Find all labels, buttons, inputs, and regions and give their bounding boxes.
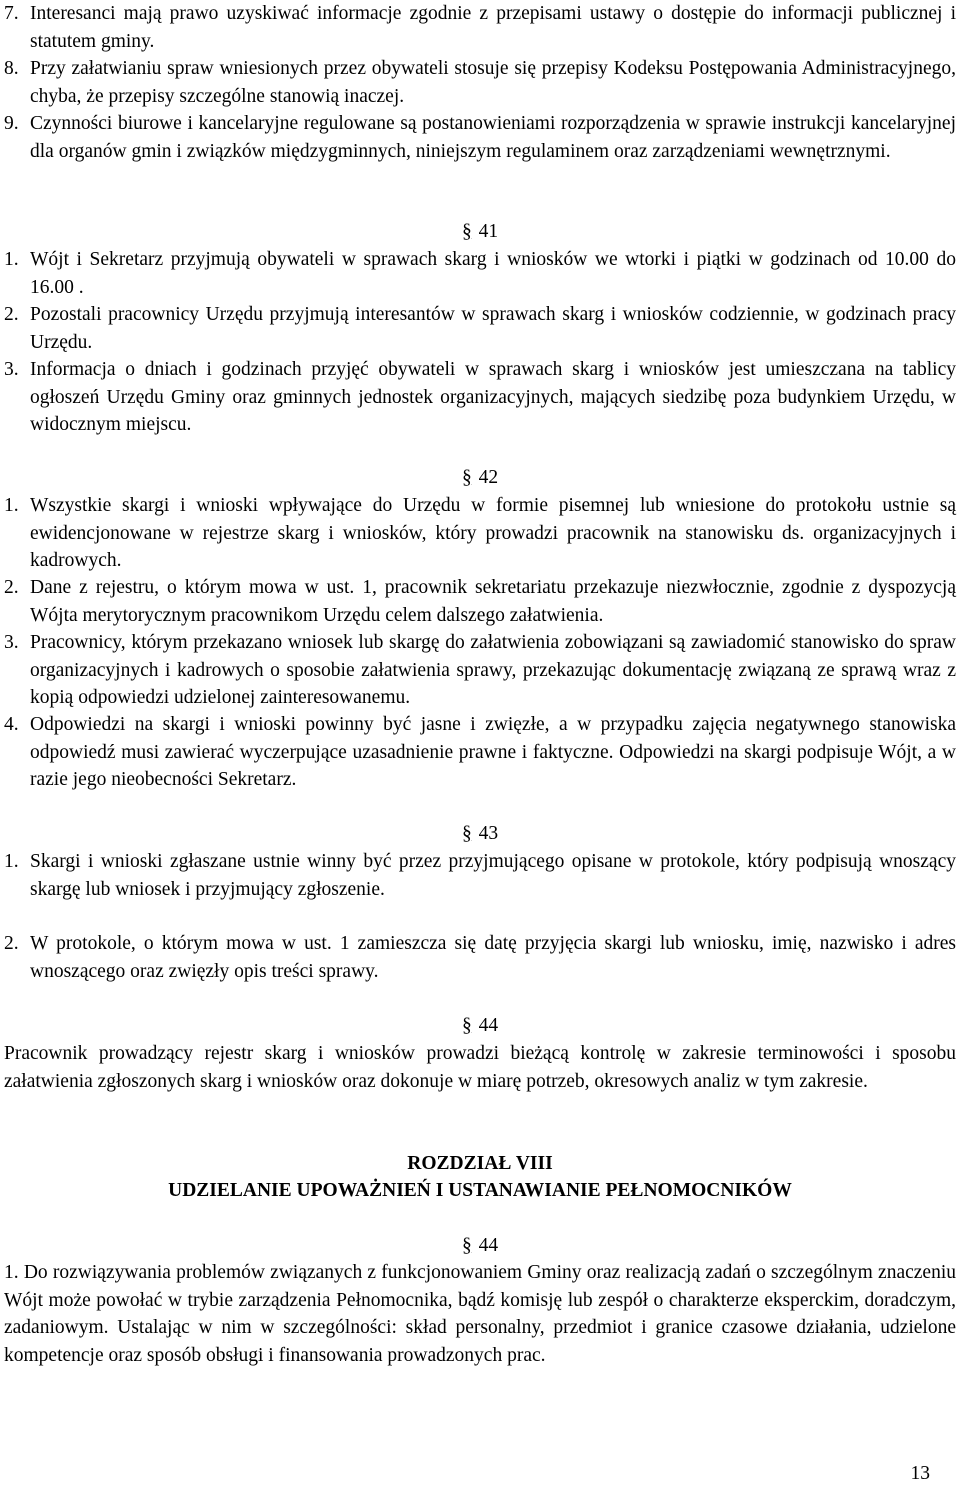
item-number: 1.: [4, 851, 19, 872]
section-symbol: §: [461, 221, 472, 242]
item-number: 2.: [4, 304, 19, 325]
s43-item-1: [4, 848, 956, 903]
item-text: Skargi i wnioski zgłaszane ustnie winny być przez przyjmującego opisane w protokole, który podpisują wnoszący skargę lub wniosek i przyjmujący zgłoszenie.: [30, 851, 956, 900]
item-number: 1.: [4, 249, 19, 270]
paragraph-item-9: [4, 110, 956, 165]
s42-item-1: [4, 492, 956, 575]
s42-item-3: [4, 629, 956, 712]
item-number: 1.: [4, 495, 19, 516]
section-symbol: §: [461, 1015, 472, 1036]
s41-item-1: [4, 246, 956, 301]
section-symbol: §: [461, 467, 472, 488]
item-text: Przy załatwianiu spraw wniesionych przez obywateli stosuje się przepisy Kodeksu Postępowania Administracyjnego, chyba, że przepisy szczególne stanowią inaczej.: [30, 58, 956, 107]
chapter-title: ROZDZIAŁ VIII: [407, 1153, 553, 1174]
s43-item-2: [4, 930, 956, 985]
item-text: Interesanci mają prawo uzyskiwać informacje zgodnie z przepisami ustawy o dostępie do informacji publicznej i statutem gminy.: [30, 3, 956, 52]
item-text: Czynności biurowe i kancelaryjne regulowane są postanowieniami rozporządzenia w sprawie instrukcji kancelaryjnej dla organów gmin i związków międzygminnych, niniejszym regulaminem oraz zarządzeniami wewnętrznymi.: [30, 113, 956, 162]
s41-item-2: [4, 301, 956, 356]
section-symbol: §: [461, 1235, 472, 1256]
section-heading-44-b: [0, 1232, 960, 1260]
item-number: 7.: [4, 3, 19, 24]
page-number: 13: [910, 1463, 930, 1484]
section-heading-42: [0, 464, 960, 492]
item-text: W protokole, o którym mowa w ust. 1 zamieszcza się datę przyjęcia skargi lub wniosku, imię, nazwisko i adres wnoszącego oraz zwięzły opis treści sprawy.: [30, 933, 956, 982]
section-number: 43: [478, 823, 499, 844]
section-number: 44: [478, 1015, 499, 1036]
item-text: Pozostali pracownicy Urzędu przyjmują interesantów w sprawach skarg i wniosków codziennie, w godzinach pracy Urzędu.: [30, 304, 956, 353]
item-text: Wszystkie skargi i wnioski wpływające do Urzędu w formie pisemnej lub wniesione do protokołu ustnie są ewidencjonowane w rejestrze skarg i wniosków, który prowadzi pracownik na stanowisku ds. organizacyjnych i kadrowych.: [30, 495, 956, 571]
s44-paragraph: Pracownik prowadzący rejestr skarg i wniosków prowadzi bieżącą kontrolę w zakresie terminowości i sposobu załatwienia zgłoszonych skarg i wniosków oraz dokonuje w miarę potrzeb, okresowych analiz w tym zakresie.: [4, 1043, 956, 1092]
item-number: 9.: [4, 113, 19, 134]
item-number: 3.: [4, 359, 19, 380]
section-number: 44: [478, 1235, 499, 1256]
item-text: Pracownicy, którym przekazano wniosek lub skargę do załatwienia zobowiązani są zawiadomić stanowisko do spraw organizacyjnych i kadrowych o sposobie załatwienia sprawy, przekazując dokumentację związaną ze sprawą wraz z kopią odpowiedzi udzielonej zainteresowanemu.: [30, 632, 956, 708]
s41-item-3: [4, 356, 956, 439]
item-number: 4.: [4, 714, 19, 735]
s42-item-2: [4, 574, 956, 629]
section-number: 42: [478, 467, 499, 488]
paragraph-item-7: [4, 0, 956, 55]
section-number: 41: [478, 221, 499, 242]
item-number: 8.: [4, 58, 19, 79]
section-heading-44: [0, 1012, 960, 1040]
paragraph-item-8: [4, 55, 956, 110]
item-text: Odpowiedzi na skargi i wnioski powinny być jasne i zwięzłe, a w przypadku zajęcia negatywnego stanowiska odpowiedź musi zawierać wyczerpujące uzasadnienie prawne i faktyczne. Odpowiedzi na skargi podpisuje Wójt, a w razie jego nieobecności Sekretarz.: [30, 714, 956, 790]
section-heading-41: [0, 218, 960, 246]
item-text: Dane z rejestru, o którym mowa w ust. 1, pracownik sekretariatu przekazuje niezwłocznie, zgodnie z dyspozycją Wójta merytorycznym pracownikom Urzędu celem dalszego załatwienia.: [30, 577, 956, 626]
section-symbol: §: [461, 823, 472, 844]
chapter-subtitle: UDZIELANIE UPOWAŻNIEŃ I USTANAWIANIE PEŁNOMOCNIKÓW: [168, 1180, 792, 1201]
item-number: 2.: [4, 933, 19, 954]
s44b-paragraph: 1. Do rozwiązywania problemów związanych z funkcjonowaniem Gminy oraz realizacją zadań o szczególnym znaczeniu Wójt może powołać w trybie zarządzenia Pełnomocnika, bądź komisję lub zespół o charakterze eksperckim, doradczym, zadaniowym. Ustalając w nim w szczególności: skład personalny, przedmiot i granice czasowe działania, udzielone kompetencje oraz sposób obsługi i finansowania prowadzonych prac.: [4, 1262, 956, 1366]
item-text: Informacja o dniach i godzinach przyjęć obywateli w sprawach skarg i wniosków jest umieszczana na tablicy ogłoszeń Urzędu Gminy oraz gminnych jednostek organizacyjnych, mających siedzibę poza budynkiem Urzędu, w widocznym miejscu.: [30, 359, 956, 435]
item-number: 3.: [4, 632, 19, 653]
section-heading-43: [0, 820, 960, 848]
s42-item-4: [4, 711, 956, 794]
item-text: Wójt i Sekretarz przyjmują obywateli w sprawach skarg i wniosków we wtorki i piątki w godzinach od 10.00 do 16.00 .: [30, 249, 956, 298]
item-number: 2.: [4, 577, 19, 598]
